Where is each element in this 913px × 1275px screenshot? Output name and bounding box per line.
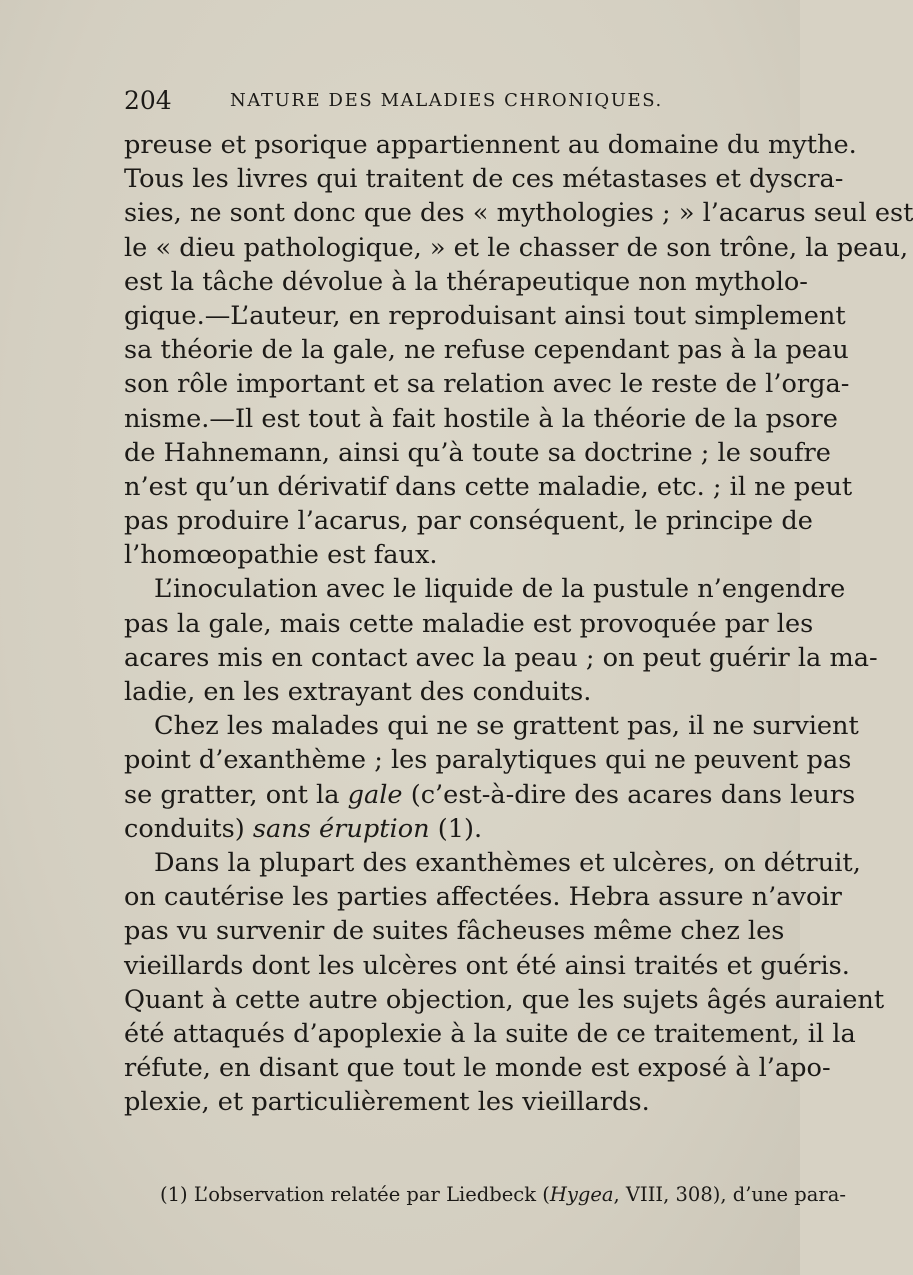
text-line: le « dieu pathologique, » et le chasser de son trône, la peau,	[124, 232, 909, 263]
running-title: NATURE DES MALADIES CHRONIQUES.	[230, 90, 663, 111]
text-line: sies, ne sont donc que des « mythologies ; » l’acarus seul est	[124, 198, 913, 229]
text-line	[124, 812, 766, 846]
text-line: on cautérise les parties affectées. Hebra assure n’avoir	[124, 882, 842, 913]
text-line: preuse et psorique appartiennent au domaine du mythe.	[124, 130, 857, 160]
text-line: réfute, en disant que tout le monde est exposé à l’apo-	[124, 1053, 831, 1084]
page-number: 204	[124, 86, 172, 115]
text-run: conduits)	[124, 813, 253, 844]
text-line: acares mis en contact avec la peau ; on peut guérir la ma-	[124, 642, 878, 673]
text-run: (c’est-à-dire des acares dans leurs	[402, 779, 856, 810]
text-line	[124, 778, 856, 812]
text-line: de Hahnemann, ainsi qu’à toute sa doctrine ; le soufre	[124, 437, 831, 468]
italic-term: gale	[347, 779, 403, 810]
text-line: pas la gale, mais cette maladie est provoquée par les	[124, 608, 814, 639]
text-line: gique.—L’auteur, en reproduisant ainsi tout simplement	[124, 300, 846, 331]
italic-term: sans éruption	[252, 813, 430, 844]
text-line: son rôle important et sa relation avec le reste de l’orga-	[124, 369, 850, 400]
text-line: l’homœopathie est faux.	[124, 540, 438, 571]
text-line: pas produire l’acarus, par conséquent, le principe de	[124, 506, 813, 537]
footnote	[160, 1180, 846, 1210]
text-line: Quant à cette autre objection, que les sujets âgés auraient	[124, 984, 885, 1015]
text-line: nisme.—Il est tout à fait hostile à la théorie de la psore	[124, 403, 838, 434]
footnote-text: , VIII, 308), d’une para-	[613, 1183, 846, 1206]
footnote-ref: (1).	[429, 813, 483, 844]
text-line: Tous les livres qui traitent de ces métastases et dyscra-	[124, 164, 844, 195]
text-line: L’inoculation avec le liquide de la pustule n’engendre	[154, 574, 846, 605]
text-line: n’est qu’un dérivatif dans cette maladie, etc. ; il ne peut	[124, 471, 853, 502]
text-line: Chez les malades qui ne se grattent pas, il ne survient	[154, 711, 859, 742]
text-line: Dans la plupart des exanthèmes et ulcères, on détruit,	[154, 847, 861, 878]
text-line: ladie, en les extrayant des conduits.	[124, 677, 592, 707]
text-line: pas vu survenir de suites fâcheuses même chez les	[124, 916, 785, 947]
body-text	[124, 128, 913, 1119]
text-line: est la tâche dévolue à la thérapeutique non mytholo-	[124, 266, 808, 297]
footnote-text: (1) L’observation relatée par Liedbeck (	[160, 1183, 550, 1206]
text-line: point d’exanthème ; les paralytiques qui ne peuvent pas	[124, 745, 852, 776]
text-line: plexie, et particulièrement les vieillards.	[124, 1087, 650, 1118]
italic-term: Hygea	[549, 1183, 614, 1206]
text-run: se gratter, ont la	[124, 779, 348, 810]
text-line: vieillards dont les ulcères ont été ainsi traités et guéris.	[124, 950, 850, 981]
page-header	[124, 86, 764, 122]
text-line: sa théorie de la gale, ne refuse cependant pas à la peau	[124, 335, 849, 366]
text-line: été attaqués d’apoplexie à la suite de ce traitement, il la	[124, 1018, 856, 1049]
